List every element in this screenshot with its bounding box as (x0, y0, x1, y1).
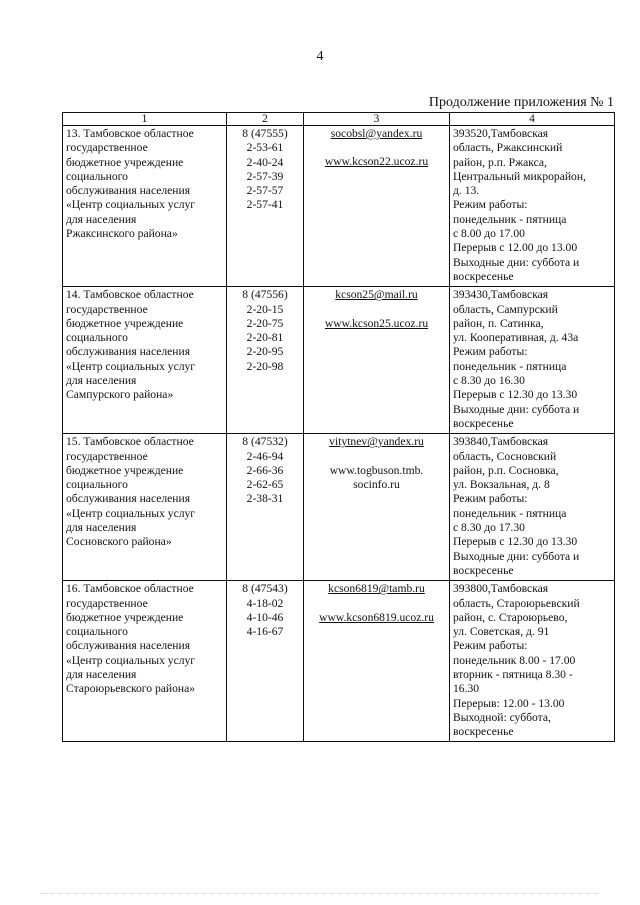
org-name-line: государственное (66, 449, 148, 463)
address-line: с 8.30 до 16.30 (453, 374, 525, 388)
phone-number: 2-38-31 (246, 492, 284, 506)
phone-number: 2-20-81 (246, 331, 284, 345)
org-name-line: обслуживания населения (66, 345, 191, 359)
address-line: ул. Кооперативная, д. 43а (453, 331, 579, 345)
address-line: Режим работы: (453, 492, 528, 506)
address-line: Режим работы: (453, 198, 528, 212)
address-line: 393520,Тамбовская (453, 127, 549, 140)
org-name-line: «Центр социальных услуг (66, 506, 196, 520)
website-link[interactable]: www.kcson25.ucoz.ru (324, 316, 429, 330)
address-line: 393430,Тамбовская (453, 288, 549, 302)
org-name-line: Ржаксинского района» (66, 227, 178, 241)
address-cell (450, 287, 615, 434)
address-line: понедельник - пятница (453, 506, 567, 520)
address-line: воскресенье (453, 563, 514, 577)
org-name-line: Сампурского района» (66, 388, 174, 402)
address-line: понедельник 8.00 - 17.00 (453, 653, 576, 667)
scan-artifact (40, 893, 600, 898)
org-name-line: 13. Тамбовское областное (66, 127, 194, 140)
address-line: ул. Советская, д. 91 (453, 625, 550, 639)
address-line: Центральный микрорайон, (453, 169, 586, 183)
address-line: ул. Вокзальная, д. 8 (453, 478, 550, 492)
address-line: д. 13. (453, 184, 480, 198)
address-line: 393800,Тамбовская (453, 582, 549, 596)
address-line: с 8.00 до 17.00 (453, 227, 525, 241)
org-name-line: государственное (66, 596, 148, 610)
org-name-line: 16. Тамбовское областное (66, 582, 194, 596)
email-link[interactable]: vitytnev@yandex.ru (329, 435, 424, 449)
org-name-line: 14. Тамбовское областное (66, 288, 194, 302)
contacts-cell (304, 287, 450, 434)
address-line: область, Староюрьевский (453, 596, 580, 610)
org-name-line: бюджетное учреждение (66, 316, 184, 330)
org-name-line: для населения (66, 667, 137, 681)
org-name-line: социального (66, 169, 128, 183)
org-name-line: «Центр социальных услуг (66, 653, 196, 667)
org-name-line: государственное (66, 141, 148, 155)
org-name-line: обслуживания населения (66, 492, 191, 506)
org-name-line: обслуживания населения (66, 184, 191, 198)
phone-number: 2-66-36 (246, 463, 284, 477)
address-line: район, с. Староюрьево, (453, 610, 568, 624)
address-line: Режим работы: (453, 345, 528, 359)
contacts-cell (304, 434, 450, 581)
address-line: район, р.п. Ржакса, (453, 155, 547, 169)
institutions-table (62, 112, 615, 742)
address-line: район, р.п. Сосновка, (453, 463, 559, 477)
org-name-cell (63, 581, 227, 742)
address-line: область, Сампурский (453, 302, 558, 316)
phone-number: 2-53-61 (246, 141, 284, 155)
address-line: воскресенье (453, 725, 514, 739)
spacer (307, 450, 446, 464)
org-name-line: «Центр социальных услуг (66, 359, 196, 373)
org-name-line: 15. Тамбовское областное (66, 435, 194, 449)
address-line: воскресенье (453, 269, 514, 283)
org-name-line: Староюрьевского района» (66, 682, 196, 696)
address-line: 393840,Тамбовская (453, 435, 549, 449)
table-body (63, 126, 615, 742)
phone-number: 2-40-24 (246, 155, 284, 169)
phone-number: 2-57-41 (246, 198, 284, 212)
address-cell (450, 126, 615, 287)
address-line: 16.30 (453, 682, 480, 696)
org-name-line: для населения (66, 212, 137, 226)
column-header-3: 3 (304, 113, 450, 126)
address-line: понедельник - пятница (453, 359, 567, 373)
org-name-cell (63, 287, 227, 434)
spacer (307, 141, 446, 155)
phones-cell (227, 434, 304, 581)
address-line: Режим работы: (453, 639, 528, 653)
spacer (307, 303, 446, 317)
org-name-line: государственное (66, 302, 148, 316)
phone-number: 2-57-57 (246, 184, 284, 198)
address-line: Выходные дни: суббота и (453, 549, 580, 563)
continuation-title: Продолжение приложения № 1 (428, 95, 614, 110)
org-name-line: для населения (66, 521, 137, 535)
phone-number: 2-20-95 (246, 345, 284, 359)
phone-number: 2-20-98 (246, 359, 284, 373)
email-link[interactable]: kcson6819@tamb.ru (328, 582, 425, 596)
phone-number: 8 (47532) (242, 435, 288, 449)
address-line: область, Ржаксинский (453, 141, 563, 155)
website-link[interactable]: www.kcson6819.ucoz.ru (319, 610, 434, 624)
address-cell (450, 434, 615, 581)
phone-number: 8 (47556) (242, 288, 288, 302)
org-name-line: социального (66, 478, 128, 492)
contacts-cell (304, 581, 450, 742)
table-row (63, 581, 615, 742)
org-name-line: для населения (66, 374, 137, 388)
phone-number: 2-46-94 (246, 449, 284, 463)
org-name-line: «Центр социальных услуг (66, 198, 196, 212)
column-header-1: 1 (63, 113, 227, 126)
address-line: вторник - пятница 8.30 - (453, 667, 573, 681)
phone-number: 2-20-75 (246, 316, 284, 330)
address-line: понедельник - пятница (453, 212, 567, 226)
contacts-cell (304, 126, 450, 287)
org-name-line: Сосновского района» (66, 535, 172, 549)
page-number: 4 (316, 49, 324, 64)
phone-number: 2-57-39 (246, 169, 284, 183)
website-link[interactable]: www.togbuson.tmb. (329, 463, 424, 477)
org-name-line: бюджетное учреждение (66, 155, 184, 169)
table-row (63, 126, 615, 287)
address-line: Перерыв с 12.30 до 13.30 (453, 535, 578, 549)
address-line: район, п. Сатинка, (453, 316, 544, 330)
email-link[interactable]: kcson25@mail.ru (335, 288, 418, 302)
org-name-line: бюджетное учреждение (66, 610, 184, 624)
website-link[interactable]: socinfo.ru (353, 477, 400, 491)
spacer (307, 597, 446, 611)
address-line: с 8.30 до 17.30 (453, 521, 525, 535)
org-name-line: социального (66, 625, 128, 639)
address-line: Выходные дни: суббота и (453, 402, 580, 416)
address-line: Перерыв с 12.30 до 13.30 (453, 388, 578, 402)
org-name-line: обслуживания населения (66, 639, 191, 653)
org-name-cell (63, 434, 227, 581)
table-header-row (63, 113, 615, 126)
org-name-line: социального (66, 331, 128, 345)
phone-number: 2-62-65 (246, 478, 284, 492)
address-line: воскресенье (453, 416, 514, 430)
column-header-4: 4 (450, 113, 615, 126)
address-line: Выходной: суббота, (453, 710, 551, 724)
phones-cell (227, 581, 304, 742)
org-name-line: бюджетное учреждение (66, 463, 184, 477)
phone-number: 8 (47543) (242, 582, 288, 596)
address-line: Перерыв: 12.00 - 13.00 (453, 696, 565, 710)
website-link[interactable]: www.kcson22.ucoz.ru (324, 155, 429, 169)
address-cell (450, 581, 615, 742)
phone-number: 4-18-02 (246, 596, 284, 610)
phone-number: 2-20-15 (246, 302, 284, 316)
email-link[interactable]: socobsl@yandex.ru (330, 127, 423, 140)
address-line: Выходные дни: суббота и (453, 255, 580, 269)
table-row (63, 287, 615, 434)
column-header-2: 2 (227, 113, 304, 126)
org-name-cell (63, 126, 227, 287)
phone-number: 4-10-46 (246, 610, 284, 624)
table-row (63, 434, 615, 581)
phones-cell (227, 126, 304, 287)
phone-number: 8 (47555) (242, 127, 288, 140)
address-line: Перерыв с 12.00 до 13.00 (453, 241, 578, 255)
address-line: область, Сосновский (453, 449, 557, 463)
phones-cell (227, 287, 304, 434)
phone-number: 4-16-67 (246, 625, 284, 639)
